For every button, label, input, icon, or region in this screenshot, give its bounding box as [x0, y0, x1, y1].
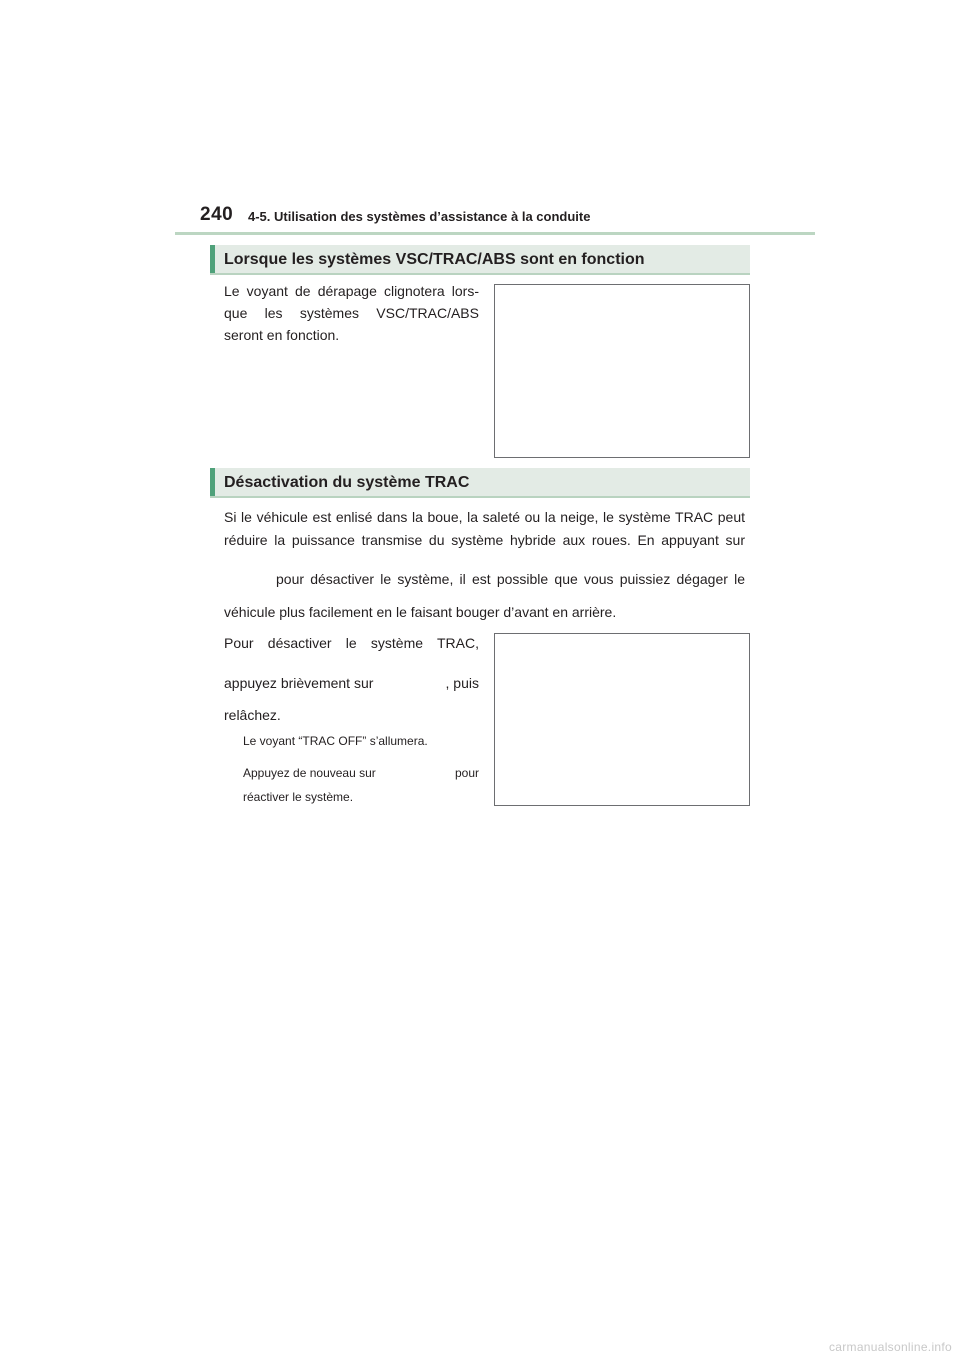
illustration-placeholder-indicator [494, 284, 750, 458]
step-line [224, 673, 479, 693]
note-text: Appuyez de nouveau sur [243, 766, 376, 780]
step-line: Pour désactiver le système TRAC, [224, 635, 479, 651]
paragraph-line: réduire la puissance transmise du système hybride aux roues. En appuyant sur [224, 532, 745, 548]
paragraph-line: Si le véhicule est enlisé dans la boue, la saleté ou la neige, le système TRAC peut [224, 509, 745, 525]
header-divider [175, 232, 815, 235]
note-text: pour [454, 766, 479, 780]
step-text: appuyez brièvement sur [224, 675, 374, 691]
section-title: Lorsque les systèmes VSC/TRAC/ABS sont en fonction [224, 251, 645, 268]
note-line: réactiver le système. [243, 790, 354, 804]
illustration-placeholder-switch [494, 633, 750, 806]
note-line [243, 763, 479, 783]
step-text: , puis [445, 675, 479, 691]
step-line: relâchez. [224, 707, 281, 723]
section-header-vsc [210, 245, 750, 275]
chapter-title: 4-5. Utilisation des systèmes d’assistance à la conduite [248, 209, 591, 224]
paragraph-line: Le voyant de dérapage clignotera lors- [224, 283, 479, 299]
paragraph-line: véhicule plus facilement en le faisant bouger d’avant en arrière. [224, 604, 617, 620]
page-number: 240 [200, 204, 234, 225]
paragraph-line: seront en fonction. [224, 327, 340, 343]
section-header-trac [210, 468, 750, 498]
watermark: carmanualsonline.info [828, 1340, 952, 1354]
note-line: Le voyant “TRAC OFF” s’allumera. [243, 734, 428, 748]
section-title: Désactivation du système TRAC [224, 474, 470, 491]
paragraph-line: que les systèmes VSC/TRAC/ABS [224, 305, 479, 321]
paragraph-line: pour désactiver le système, il est possible que vous puissiez dégager le [276, 571, 745, 587]
